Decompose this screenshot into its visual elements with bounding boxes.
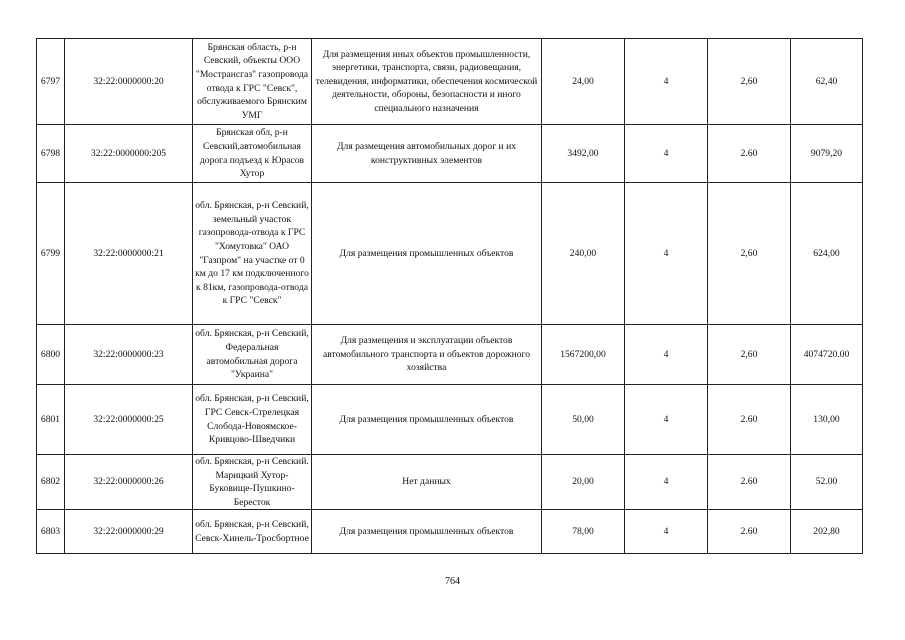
area-cell: 3492,00 xyxy=(542,125,625,183)
permitted-use-cell: Для размещения промышленных объектов xyxy=(312,510,542,554)
permitted-use-cell: Для размещения и эксплуатации объектов автомобильного транспорта и объектов дорожного хозяйства xyxy=(312,325,542,385)
group-cell: 4 xyxy=(625,455,708,510)
cadastral-value-cell: 62,40 xyxy=(791,39,863,125)
area-cell: 24,00 xyxy=(542,39,625,125)
cadastral-number-cell: 32:22:0000000:26 xyxy=(65,455,193,510)
area-cell: 20,00 xyxy=(542,455,625,510)
cadastral-value-cell: 52.00 xyxy=(791,455,863,510)
rate-cell: 2.60 xyxy=(708,125,791,183)
group-cell: 4 xyxy=(625,385,708,455)
address-cell: Брянская обл, р-н Севский,автомобильная дорога подъезд к Юрасов Хутор xyxy=(193,125,312,183)
permitted-use-cell: Для размещения иных объектов промышленности, энергетики, транспорта, связи, радиовещания, телевидения, информатики, обеспечения космической деятельности, обороны, безопасности и иного специального назначения xyxy=(312,39,542,125)
row-number-cell: 6800 xyxy=(37,325,65,385)
row-number-cell: 6803 xyxy=(37,510,65,554)
area-cell: 78,00 xyxy=(542,510,625,554)
address-cell: Брянская область, р-н Севский, объекты ООО "Мострансгаз" газопровода отвода к ГРС "Севск", обслуживаемого Брянским УМГ xyxy=(193,39,312,125)
table-row xyxy=(37,125,863,183)
address-cell: обл. Брянская, р-н Севский, ГРС Севск-Стрелецкая Слобода-Новоямское-Кривцово-Шведчики xyxy=(193,385,312,455)
row-number-cell: 6798 xyxy=(37,125,65,183)
cadastral-number-cell: 32:22:0000000:25 xyxy=(65,385,193,455)
permitted-use-cell: Для размещения промышленных объектов xyxy=(312,183,542,325)
area-cell: 240,00 xyxy=(542,183,625,325)
rate-cell: 2.60 xyxy=(708,510,791,554)
group-cell: 4 xyxy=(625,183,708,325)
table-row xyxy=(37,385,863,455)
table-body xyxy=(37,39,863,554)
rate-cell: 2,60 xyxy=(708,183,791,325)
permitted-use-cell: Для размещения промышленных объектов xyxy=(312,385,542,455)
permitted-use-cell: Для размещения автомобильных дорог и их конструктивных элементов xyxy=(312,125,542,183)
address-cell: обл. Брянская, р-н Севский, земельный участок газопровода-отвода к ГРС "Хомутовка" ОАО "Газпром" на участке от 0 км до 17 км подключенного к 81км, газопровода-отвода к ГРС "Севск" xyxy=(193,183,312,325)
table-row xyxy=(37,510,863,554)
cadastral-value-cell: 4074720.00 xyxy=(791,325,863,385)
area-cell: 1567200,00 xyxy=(542,325,625,385)
table-row xyxy=(37,183,863,325)
address-cell: обл. Брянская, р-н Севский. Марицкий Хутор-Буковище-Пушкино-Береcток xyxy=(193,455,312,510)
page-number: 764 xyxy=(445,576,460,587)
cadastral-number-cell: 32:22:0000000:21 xyxy=(65,183,193,325)
rate-cell: 2,60 xyxy=(708,325,791,385)
table-row xyxy=(37,455,863,510)
area-cell: 50,00 xyxy=(542,385,625,455)
rate-cell: 2.60 xyxy=(708,385,791,455)
land-register-table xyxy=(36,38,863,554)
address-cell: обл. Брянская, р-н Севский, Федеральная автомобильная дорога "Украина" xyxy=(193,325,312,385)
group-cell: 4 xyxy=(625,125,708,183)
cadastral-number-cell: 32:22:0000000:23 xyxy=(65,325,193,385)
table-row xyxy=(37,325,863,385)
group-cell: 4 xyxy=(625,39,708,125)
address-cell: обл. Брянская, р-н Севский, Севск-Хинель-Тросбортное xyxy=(193,510,312,554)
cadastral-value-cell: 624,00 xyxy=(791,183,863,325)
group-cell: 4 xyxy=(625,325,708,385)
table-row xyxy=(37,39,863,125)
row-number-cell: 6802 xyxy=(37,455,65,510)
permitted-use-cell: Нет данных xyxy=(312,455,542,510)
rate-cell: 2,60 xyxy=(708,39,791,125)
row-number-cell: 6801 xyxy=(37,385,65,455)
cadastral-number-cell: 32:22:0000000:20 xyxy=(65,39,193,125)
cadastral-value-cell: 130,00 xyxy=(791,385,863,455)
cadastral-number-cell: 32:22:0000000:29 xyxy=(65,510,193,554)
row-number-cell: 6799 xyxy=(37,183,65,325)
cadastral-value-cell: 9079,20 xyxy=(791,125,863,183)
group-cell: 4 xyxy=(625,510,708,554)
cadastral-number-cell: 32:22:0000000:205 xyxy=(65,125,193,183)
rate-cell: 2.60 xyxy=(708,455,791,510)
cadastral-value-cell: 202,80 xyxy=(791,510,863,554)
row-number-cell: 6797 xyxy=(37,39,65,125)
